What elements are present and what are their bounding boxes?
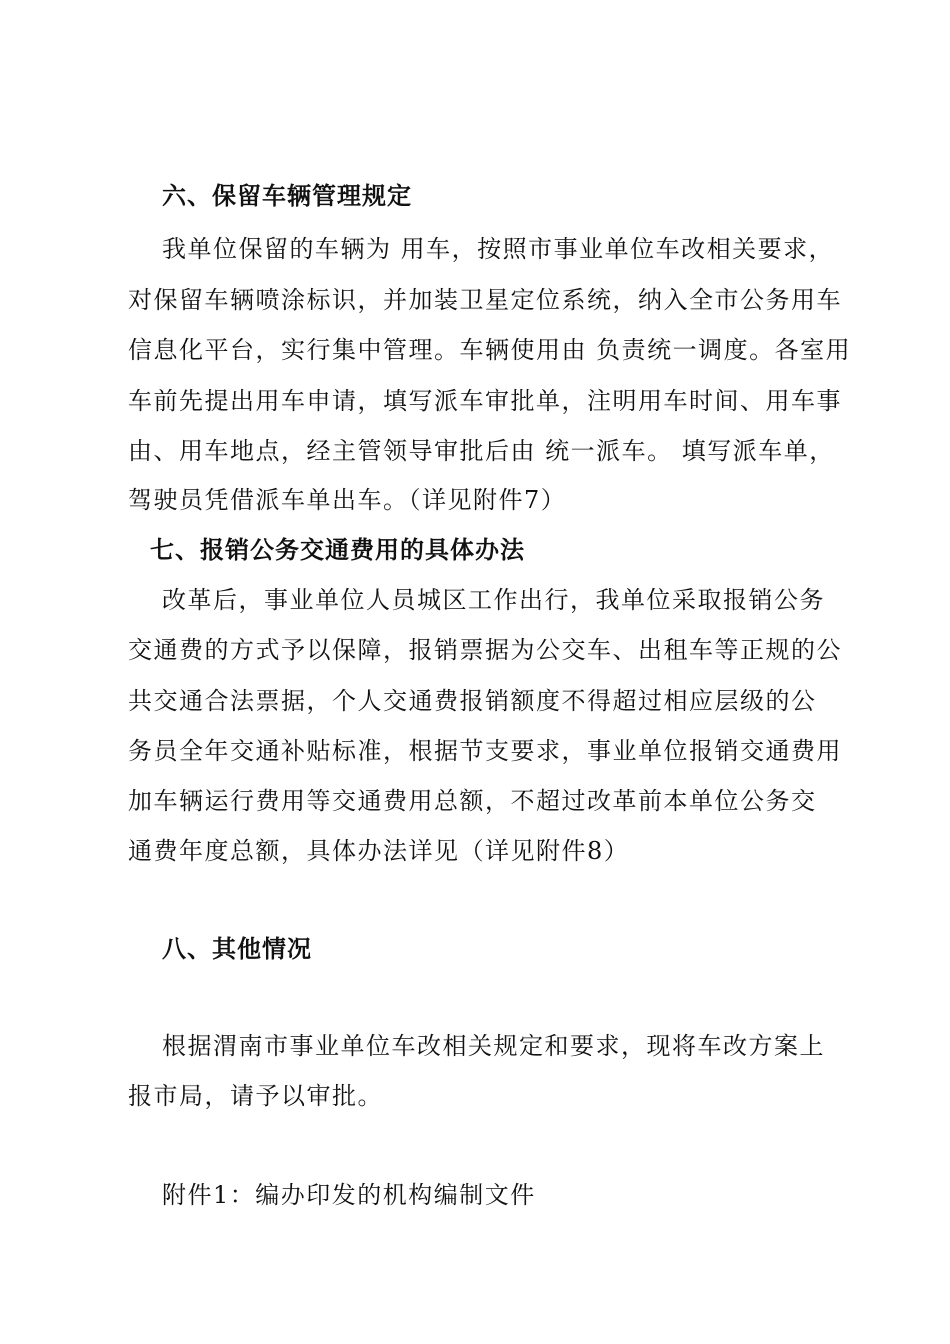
section-7-line-4: 务员全年交通补贴标准，根据节支要求，事业单位报销交通费用 (128, 737, 842, 765)
section-8-line-1: 根据渭南市事业单位车改相关规定和要求，现将车改方案上 (162, 1032, 825, 1060)
section-6-line-5: 由、用车地点，经主管领导审批后由 统一派车。 填写派车单， (128, 437, 835, 465)
section-7-line-3: 共交通合法票据，个人交通费报销额度不得超过相应层级的公 (128, 687, 817, 715)
section-7-heading: 七、报销公务交通费用的具体办法 (150, 536, 525, 564)
section-6-line-4: 车前先提出用车申请，填写派车审批单，注明用车时间、用车事 (128, 387, 842, 415)
section-6-line-6: 驾驶员凭借派车单出车。（详见附件7） (128, 486, 567, 514)
section-8-heading: 八、其他情况 (162, 935, 312, 963)
section-6-line-2: 对保留车辆喷涂标识，并加装卫星定位系统，纳入全市公务用车 (128, 286, 842, 314)
section-6-line-1: 我单位保留的车辆为 用车，按照市事业单位车改相关要求， (162, 235, 835, 263)
section-7-line-6: 通费年度总额，具体办法详见（详见附件8） (128, 837, 630, 865)
section-6-heading: 六、保留车辆管理规定 (162, 182, 412, 210)
section-8-line-2: 报市局，请予以审批。 (128, 1082, 383, 1110)
attachment-line: 附件1：编办印发的机构编制文件 (162, 1181, 536, 1209)
section-7-line-1: 改革后，事业单位人员城区工作出行，我单位采取报销公务 (162, 586, 825, 614)
section-7-line-5: 加车辆运行费用等交通费用总额，不超过改革前本单位公务交 (128, 787, 817, 815)
section-6-line-3: 信息化平台，实行集中管理。车辆使用由 负责统一调度。各室用 (128, 336, 852, 364)
section-7-line-2: 交通费的方式予以保障，报销票据为公交车、出租车等正规的公 (128, 636, 842, 664)
